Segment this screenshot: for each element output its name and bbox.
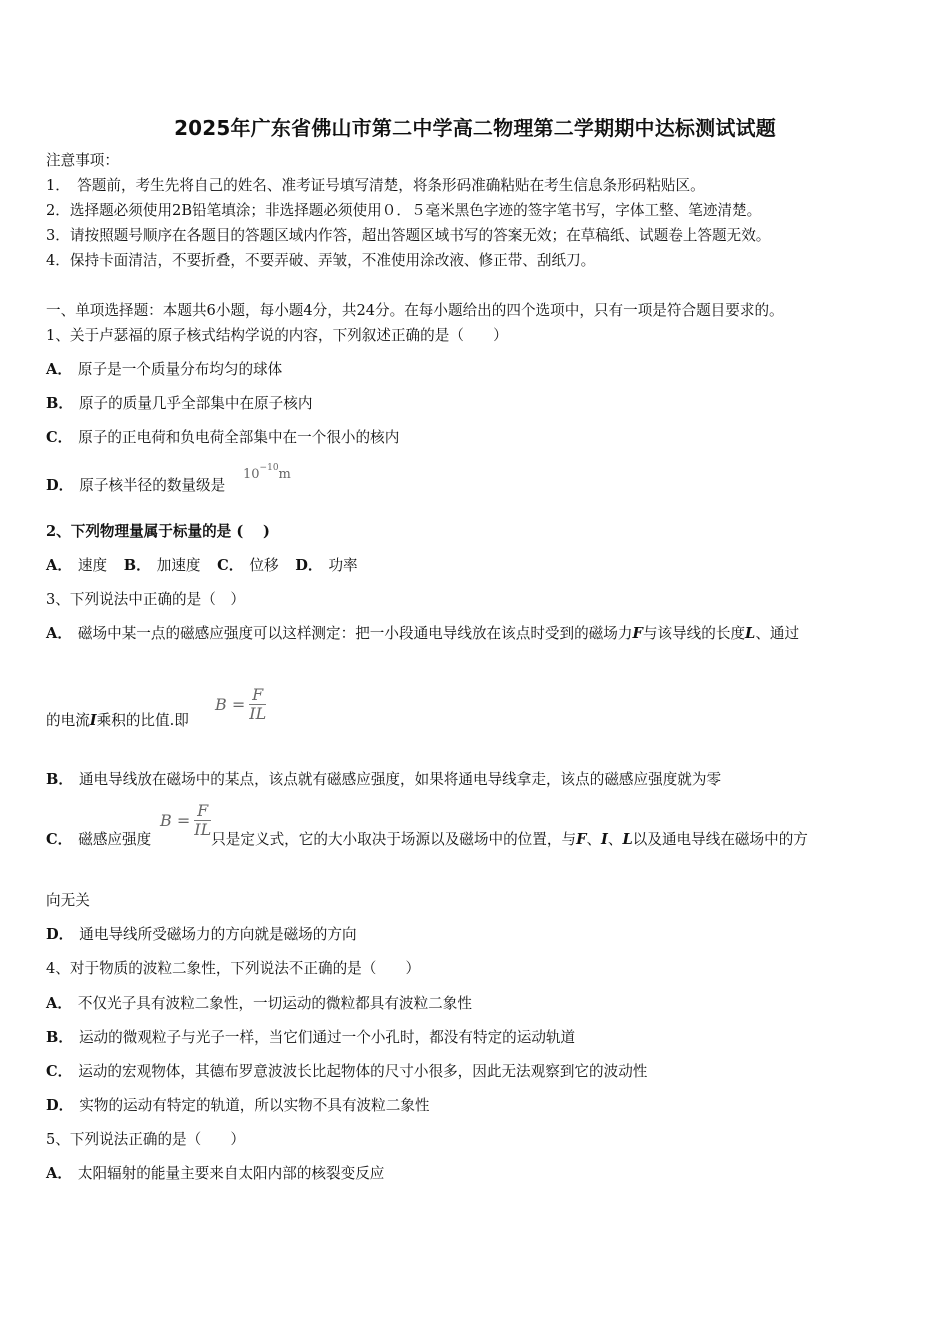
symbol-l: L (745, 625, 756, 642)
option-text: 加速度 (156, 557, 201, 574)
formula-numerator: F (194, 802, 211, 821)
q1-d-formula (243, 463, 291, 482)
notice-item: 2．选择题必须使用2B铅笔填涂；非选择题必须使用０．５毫米黑色字迹的签字笔书写，字体工整、笔迹清楚。 (46, 202, 762, 219)
option-label: D． (46, 1097, 74, 1114)
q1-option-c (46, 428, 399, 448)
q2-options (46, 556, 358, 576)
q3-option-a-line1 (46, 624, 799, 644)
option-label: C． (46, 831, 73, 848)
formula-fraction (194, 802, 211, 839)
option-label: A． (46, 995, 72, 1012)
question-1-stem: 1、关于卢瑟福的原子核式结构学说的内容，下列叙述正确的是（ ） (46, 327, 508, 344)
question-5-stem: 5、下列说法正确的是（ ） (46, 1131, 246, 1148)
formula-denominator: IL (194, 820, 212, 839)
notice-heading: 注意事项： (46, 152, 119, 169)
q1-option-a (46, 360, 282, 380)
question-3-stem: 3、下列说法中正确的是（ ） (46, 591, 246, 608)
option-text: 不仅光子具有波粒二象性，一切运动的微粒都具有波粒二象性 (77, 995, 472, 1012)
section-heading: 一、单项选择题：本题共6小题，每小题4分，共24分。在每小题给出的四个选项中，只有一项是符合题目要求的。 (46, 302, 784, 319)
q4-option-a (46, 994, 472, 1014)
notice-item: 1． 答题前，考生先将自己的姓名、准考证号填写清楚，将条形码准确粘贴在考生信息条形码粘贴区。 (46, 177, 705, 194)
option-text: 只是定义式，它的大小取决于场源以及磁场中的位置，与 (211, 831, 577, 848)
symbol-i: I (89, 712, 97, 729)
q1-option-d (46, 476, 225, 496)
q3-option-d (46, 925, 357, 945)
option-text: 、通过 (755, 625, 800, 642)
q4-option-d (46, 1096, 430, 1116)
option-text: 磁场中某一点的磁感应强度可以这样测定：把一小段通电导线放在该点时受到的磁场力 (77, 625, 633, 642)
option-label: B． (46, 395, 73, 412)
q1-option-b (46, 394, 312, 414)
option-text: 乘积的比值.即 (96, 712, 189, 729)
separator: 、 (586, 831, 602, 848)
option-text: 原子的质量几乎全部集中在原子核内 (78, 395, 313, 412)
formula-fraction (249, 686, 266, 723)
symbol-f: F (576, 831, 587, 848)
q3-c-formula (160, 802, 215, 839)
q5-option-a (46, 1164, 384, 1184)
option-text: 通电导线放在磁场中的某点，该点就有磁感应强度，如果将通电导线拿走，该点的磁感应强度就为零 (78, 771, 722, 788)
option-text: 功率 (328, 557, 358, 574)
q4-option-b (46, 1028, 575, 1048)
q3-option-b (46, 770, 721, 790)
option-text: 太阳辐射的能量主要来自太阳内部的核裂变反应 (77, 1165, 385, 1182)
option-label: A． (46, 557, 72, 574)
option-text: 的电流 (46, 712, 90, 729)
notice-item: 4．保持卡面清洁，不要折叠，不要弄破、弄皱，不准使用涂改液、修正带、刮纸刀。 (46, 252, 596, 269)
option-text: 磁感应强度 (78, 831, 152, 848)
option-text: 原子核半径的数量级是 (79, 477, 226, 494)
option-label: D． (46, 926, 74, 943)
question-4-stem: 4、对于物质的波粒二象性，下列说法不正确的是（ ） (46, 960, 421, 977)
option-label: A． (46, 1165, 72, 1182)
formula-base: 10 (243, 467, 260, 482)
notice-item: 3．请按照题号顺序在各题目的答题区域内作答，超出答题区域书写的答案无效；在草稿纸、试题卷上答题无效。 (46, 227, 771, 244)
q4-option-c (46, 1062, 647, 1082)
option-label: C． (46, 1063, 73, 1080)
symbol-f: F (632, 625, 643, 642)
option-text: 以及通电导线在磁场中的方 (632, 831, 808, 848)
option-label: A． (46, 625, 72, 642)
formula-lhs: B = (215, 695, 246, 714)
symbol-i: I (601, 831, 608, 848)
option-label: C． (46, 429, 73, 446)
option-text: 原子的正电荷和负电荷全部集中在一个很小的核内 (78, 429, 400, 446)
option-text: 位移 (249, 557, 279, 574)
option-label: B． (46, 771, 73, 788)
q3-a-formula (215, 686, 270, 723)
formula-numerator: F (249, 686, 266, 705)
q3-option-a-line2 (46, 711, 189, 731)
formula-denominator: IL (249, 704, 267, 723)
formula-exponent: −10 (259, 463, 279, 473)
option-text: 与该导线的长度 (642, 625, 746, 642)
option-label: B． (123, 557, 151, 574)
option-label: B． (46, 1029, 73, 1046)
q3-option-c-line2: 向无关 (46, 892, 90, 909)
formula-unit: m (278, 467, 291, 482)
option-label: C． (217, 557, 244, 574)
symbol-l: L (622, 831, 633, 848)
option-text: 运动的微观粒子与光子一样，当它们通过一个小孔时，都没有特定的运动轨道 (78, 1029, 576, 1046)
option-text: 运动的宏观物体，其德布罗意波波长比起物体的尺寸小很多，因此无法观察到它的波动性 (78, 1063, 648, 1080)
option-label: A． (46, 361, 72, 378)
question-2-stem: 2、下列物理量属于标量的是 ( ) (46, 523, 270, 540)
formula-lhs: B = (160, 811, 191, 830)
option-text: 通电导线所受磁场力的方向就是磁场的方向 (79, 926, 357, 943)
page-title: 2025年广东省佛山市第二中学高二物理第二学期期中达标测试试题 (174, 116, 776, 140)
option-label: D． (295, 557, 323, 574)
separator: 、 (607, 831, 623, 848)
option-text: 实物的运动有特定的轨道，所以实物不具有波粒二象性 (79, 1097, 430, 1114)
option-label: D． (46, 477, 74, 494)
option-text: 原子是一个质量分布均匀的球体 (77, 361, 283, 378)
option-text: 速度 (77, 557, 108, 574)
